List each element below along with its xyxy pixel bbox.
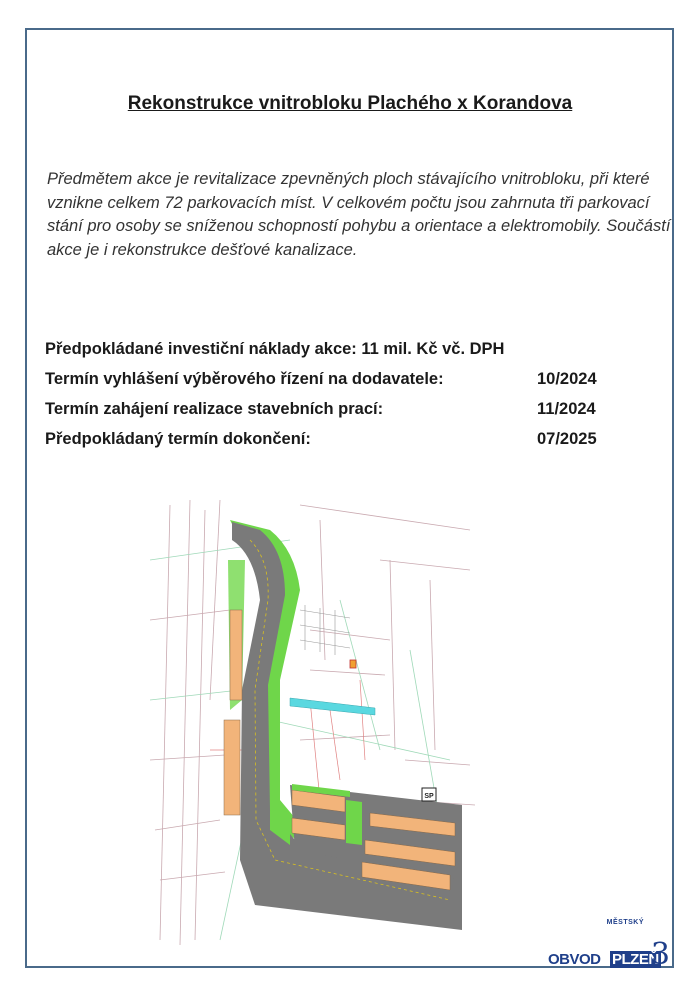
fact-value: 07/2025 <box>537 430 597 448</box>
sp-marker-label: SP <box>424 793 434 800</box>
page-title: Rekonstrukce vnitrobloku Plachého x Korandova <box>127 93 573 114</box>
fact-value: 11/2024 <box>537 400 596 418</box>
fact-label: Termín zahájení realizace stavebních prací: <box>45 400 384 418</box>
fact-label: Předpokládané investiční náklady akce: 11 mil. Kč vč. DPH <box>45 340 505 358</box>
logo-word-obvod: OBVOD <box>548 951 601 968</box>
fact-value: 10/2024 <box>537 370 597 388</box>
project-facts <box>45 340 645 460</box>
plan-hatches <box>300 605 350 655</box>
fact-tender-date <box>45 370 645 400</box>
logo-word-plzen: PLZEŇ <box>612 951 659 968</box>
fact-completion-date <box>45 430 645 460</box>
mestsky-obvod-plzen-3-logo <box>548 915 674 972</box>
parking-row-left <box>224 610 242 815</box>
fact-construction-start <box>45 400 645 430</box>
logo-small-text: MĚSTSKÝ <box>606 919 644 926</box>
plan-marker-box <box>350 660 356 668</box>
cyan-walkway <box>290 698 375 715</box>
fact-investment-costs <box>45 340 645 370</box>
site-plan-drawing <box>150 500 480 950</box>
logo-number: 3 <box>650 937 670 972</box>
fact-label: Předpokládaný termín dokončení: <box>45 430 311 448</box>
fact-label: Termín vyhlášení výběrového řízení na dodavatele: <box>45 370 444 388</box>
project-description: Předmětem akce je revitalizace zpevněných ploch stávajícího vnitrobloku, při které vznikne celkem 72 parkovacích míst. V celkovém počtu jsou zahrnuta tři parkovací stání pro osoby se sníženou schopností pohybu a orientace a elektromobily. Součástí akce je i rekonstrukce dešťové kanalizace. <box>47 170 671 259</box>
